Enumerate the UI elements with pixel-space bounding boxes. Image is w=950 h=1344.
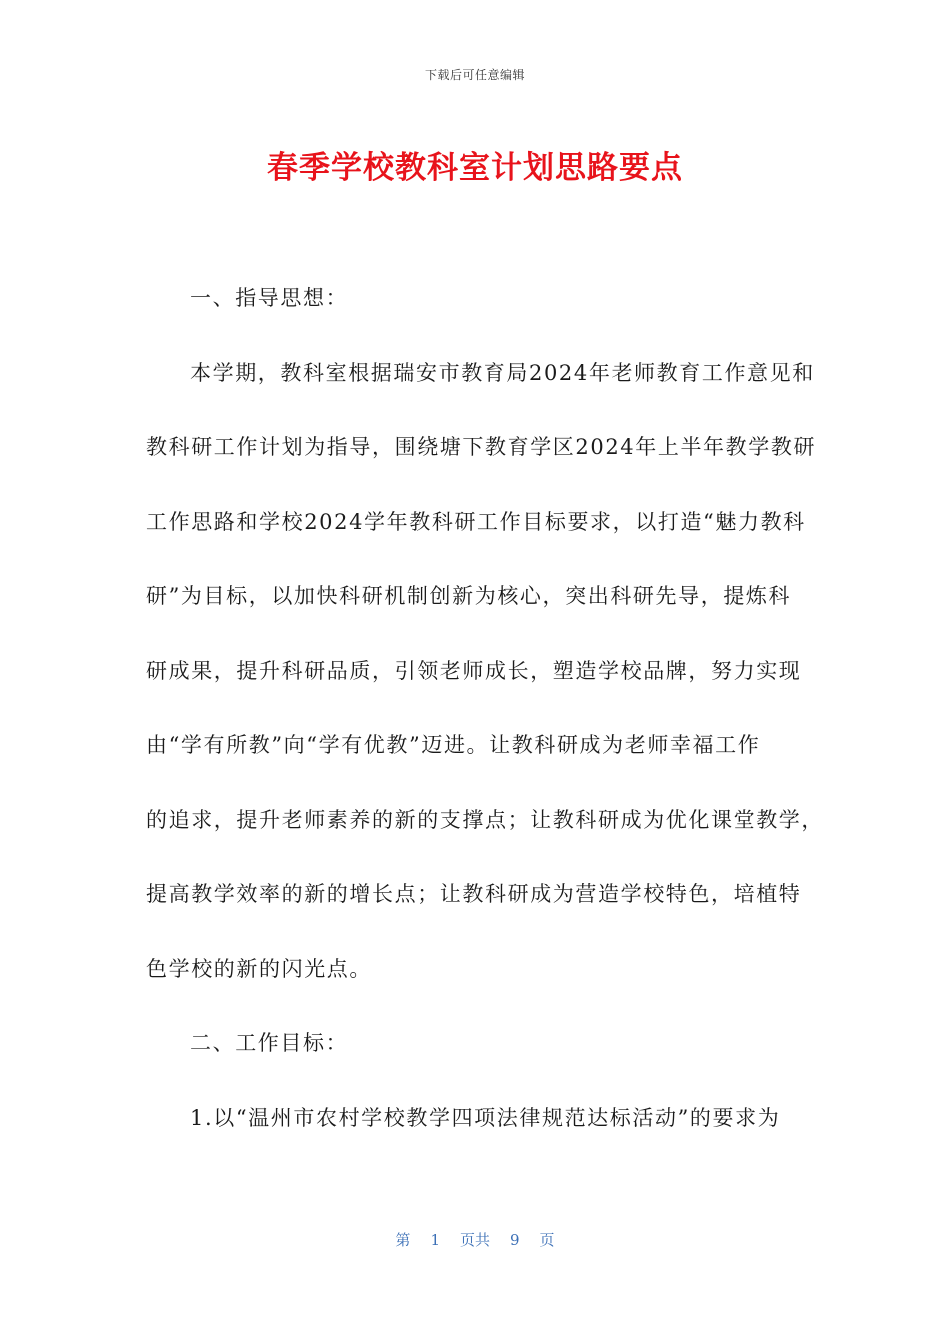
header-note: 下载后可任意编辑 bbox=[424, 68, 525, 82]
body-line: 工作思路和学校2024学年教科研工作目标要求，以打造“魅力教科 bbox=[146, 509, 806, 534]
body-line: 本学期，教科室根据瑞安市教育局2024年老师教育工作意见和 bbox=[190, 360, 815, 385]
body-line: 提高教学效率的新的增长点；让教科研成为营造学校特色，培植特 bbox=[146, 882, 802, 906]
body-line: 教科研工作计划为指导，围绕塘下教育学区2024年上半年教学教研 bbox=[146, 435, 817, 459]
body-line: 研”为目标，以加快科研机制创新为核心，突出科研先导，提炼科 bbox=[146, 584, 792, 608]
footer-page-total: 9 bbox=[510, 1231, 520, 1249]
document-body bbox=[146, 278, 824, 1172]
document-title: 春季学校教科室计划思路要点 bbox=[267, 150, 683, 186]
body-line: 的追求，提升老师素养的新的支撑点；让教科研成为优化课堂教学， bbox=[146, 807, 824, 832]
page-footer bbox=[0, 1229, 950, 1250]
body-line: 由“学有所教”向“学有优教”迈进。让教科研成为老师幸福工作 bbox=[146, 733, 761, 757]
body-line: 二、工作目标： bbox=[190, 1031, 349, 1055]
body-line: 色学校的新的闪光点。 bbox=[146, 956, 372, 981]
body-line: 研成果，提升科研品质，引领老师成长，塑造学校品牌，努力实现 bbox=[146, 658, 802, 683]
footer-page-prefix: 第 bbox=[395, 1231, 411, 1249]
body-line: 1.以“温州市农村学校教学四项法律规范达标活动”的要求为 bbox=[190, 1105, 781, 1130]
footer-page-mid: 页共 bbox=[459, 1231, 490, 1249]
body-line: 一、指导思想： bbox=[190, 286, 349, 310]
footer-page-number: 1 bbox=[430, 1231, 440, 1249]
footer-page-suffix: 页 bbox=[539, 1231, 555, 1249]
